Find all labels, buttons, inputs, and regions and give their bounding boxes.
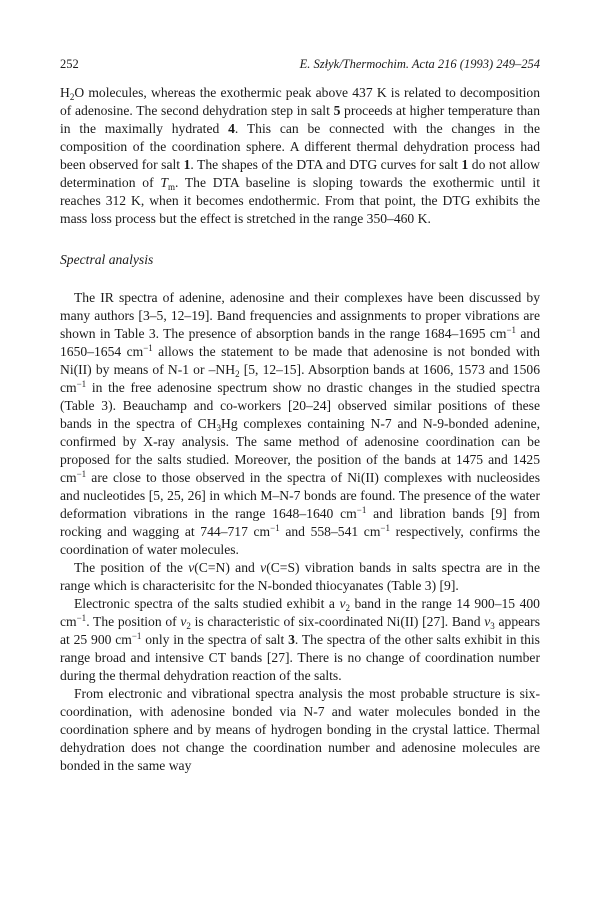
- paragraph-ir-spectra: The IR spectra of adenine, adenosine and their complexes have been discussed by many authors [3–5, 12–19]. Band frequencies and assignments to proper vibrations are shown in Table 3. The presence of absorption bands in the range 1684–1695 $cm^{-1}$ and 1650–1654 $cm^{-1}$ allows the statement to be made that adenosine is not bonded with Ni(II) by means of N-1 or $-NH_2$ [5, 12–15]. Absorption bands at 1606, 1573 and 1506 $cm^{-1}$ in the free adenosine spectrum show no drastic changes in the studied spectra (Table 3). Beauchamp and co-workers [20–24] observed similar positions of these bands in the spectra of $CH_3Hg$ complexes containing N-7 and N-9-bonded adenine, confirmed by X-ray analysis. The same method of adenosine coordination can be proposed for the salts studied. Moreover, the position of the bands at 1475 and 1425 $cm^{-1}$ are close to those observed in the spectra of Ni(II) complexes with nucleosides and nucleotides [5, 25, 26] in which M–N-7 bonds are found. The presence of the water deformation vibrations in the range 1648–1640 $cm^{-1}$ and libration bands [9] from rocking and wagging at 744–717 $cm^{-1}$ and 558–541 $cm^{-1}$ respectively, confirms the coordination of water molecules.: [60, 290, 540, 557]
- running-head: E. Szłyk/Thermochim. Acta 216 (1993) 249–254: [299, 57, 540, 71]
- section-heading: Spectral analysis: [60, 252, 154, 267]
- paragraph-thiocyanate: The position of the ν(C=N) and ν(C=S) vibration bands in salts spectra are in the range which is characterisitc for the N-bonded thiocyanates (Table 3) [9].: [60, 560, 541, 593]
- paragraph-electronic-spectra: Electronic spectra of the salts studied exhibit a $\nu_2$ band in the range 14 900–15 400 $cm^{-1}$. The position of $\nu_2$ is characteristic of six-coordinated Ni(II) [27]. Band $\nu_3$ appears at 25 900 $cm^{-1}$ only in the spectra of salt 3. The spectra of the other salts exhibit in this range broad and intensive CT bands [27]. There is no change of coordination number during the thermal dehydration reaction of the salts.: [60, 596, 540, 683]
- page-number: 252: [60, 57, 79, 71]
- page-header: [60, 55, 540, 73]
- paragraph-dehydration: $H_2O$ molecules, whereas the exothermic peak above 437 K is related to decomposition of adenosine. The second dehydration step in salt 5 proceeds at higher temperature than in the maximally hydrated 4. This can be connected with the changes in the composition of the coordination sphere. A different thermal dehydration process had been observed for salt 1. The shapes of the DTA and DTG curves for salt 1 do not allow determination of $T_m$. The DTA baseline is sloping towards the exothermic until it reaches 312 K, when it becomes endothermic. From that point, the DTG exhibits the mass loss process but the effect is stretched in the range 350–460 K.: [60, 85, 540, 226]
- body-text: [60, 84, 540, 775]
- paragraph-structure: From electronic and vibrational spectra analysis the most probable structure is six-coordination, with adenosine bonded via N-7 and water molecules bonded in the coordination sphere and by means of hydrogen bonding in the crystal lattice. Thermal dehydration does not change the coordination number and adenosine molecules are bonded in the same way: [60, 686, 540, 773]
- document-page: [60, 0, 540, 903]
